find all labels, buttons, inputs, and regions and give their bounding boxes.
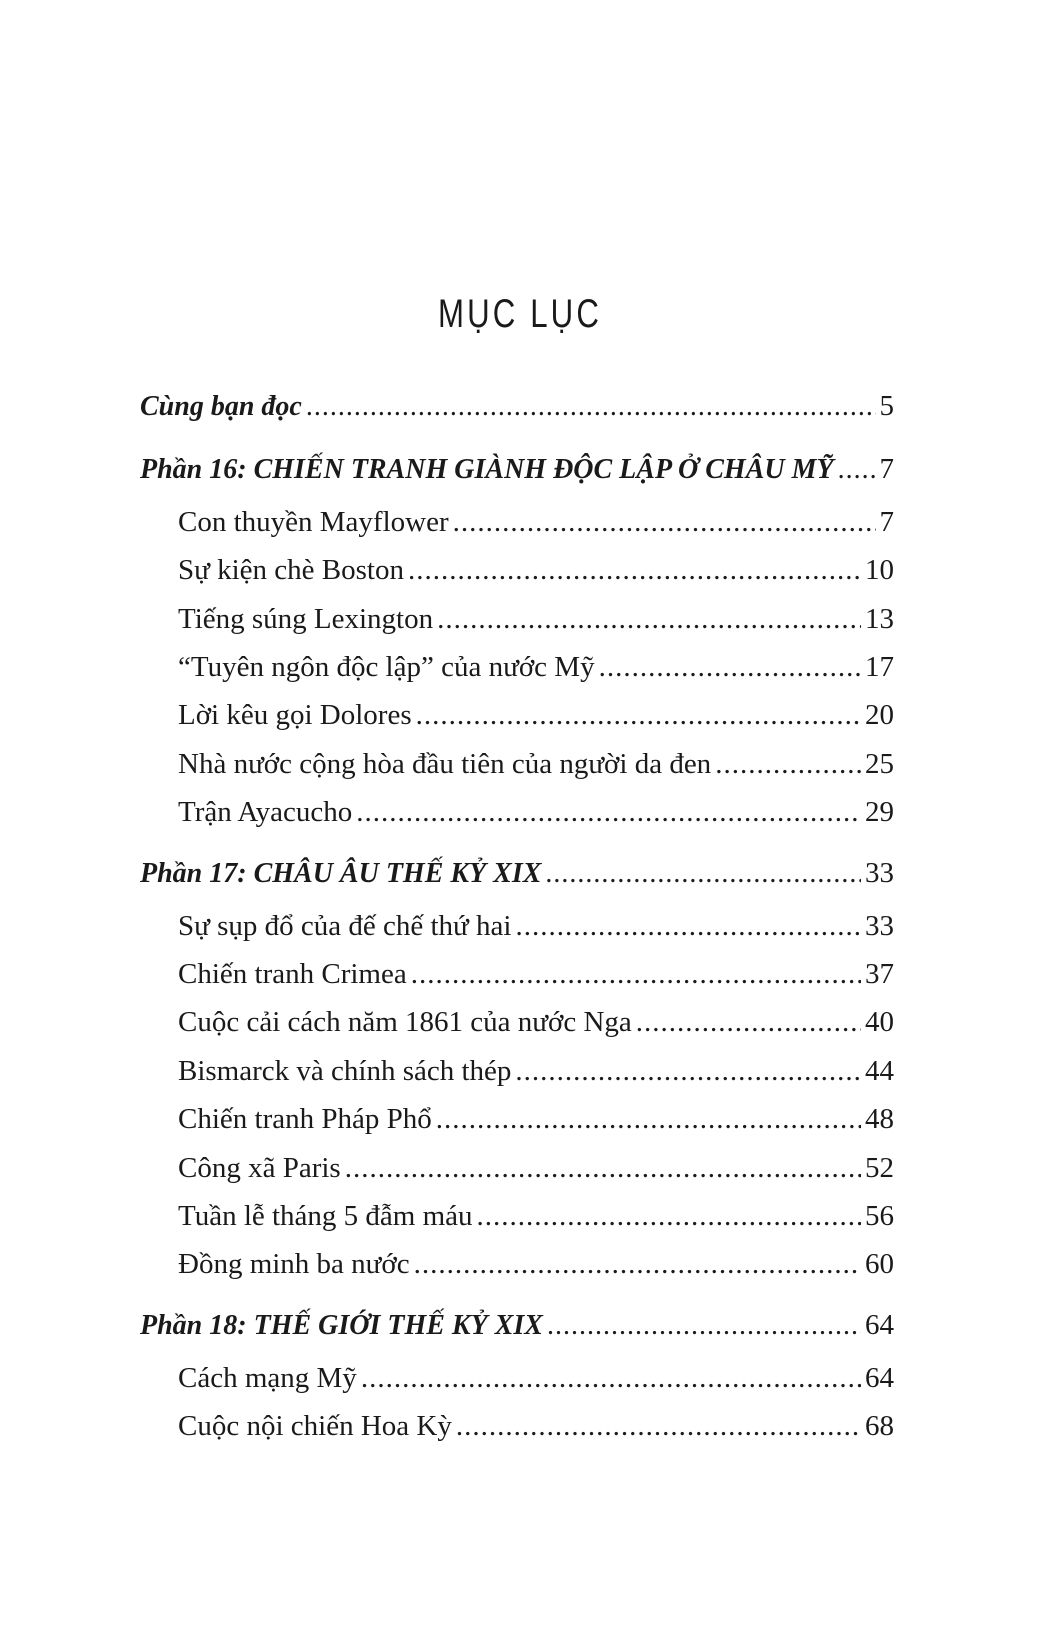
toc-entry[interactable]	[140, 853, 894, 893]
dot-leader	[453, 502, 876, 542]
dot-leader	[636, 1002, 861, 1042]
toc-entry-label: Con thuyền Mayflower	[178, 506, 449, 538]
toc-entry[interactable]	[140, 386, 894, 426]
toc-entry-label: Bismarck và chính sách thép	[178, 1055, 512, 1087]
toc-entry-page: 40	[865, 1006, 894, 1038]
toc-entry-page: 37	[865, 958, 894, 990]
toc-entry-page: 56	[865, 1200, 894, 1232]
dot-leader	[715, 744, 861, 784]
toc-entry-page: 60	[865, 1248, 894, 1280]
dot-leader	[414, 1244, 861, 1284]
toc-entry-page: 64	[865, 1362, 894, 1394]
toc-entry-page: 68	[865, 1410, 894, 1442]
dot-leader	[515, 906, 861, 946]
toc-entry[interactable]	[178, 1099, 894, 1139]
toc-entry[interactable]	[178, 1148, 894, 1188]
dot-leader	[361, 1358, 861, 1398]
dot-leader	[545, 854, 861, 894]
toc-entry-page: 7	[879, 453, 894, 485]
toc-entry[interactable]	[178, 792, 894, 832]
toc-entry-label: Phần 16: CHIẾN TRANH GIÀNH ĐỘC LẬP Ở CHÂU MỸ	[140, 454, 834, 485]
toc-entry-page: 10	[865, 554, 894, 586]
toc-entry-page: 5	[879, 390, 894, 422]
toc-entry-label: Sự sụp đổ của đế chế thứ hai	[178, 910, 512, 942]
toc-entry[interactable]	[178, 599, 894, 639]
toc-entry-label: Nhà nước cộng hòa đầu tiên của người da đen	[178, 748, 712, 780]
dot-leader	[436, 1099, 861, 1139]
dot-leader	[356, 792, 861, 832]
toc-entry[interactable]	[178, 954, 894, 994]
toc-entry-label: Chiến tranh Pháp Phổ	[178, 1103, 432, 1135]
toc-entry-label: Phần 18: THẾ GIỚI THẾ KỶ XIX	[140, 1310, 543, 1341]
toc-entry-label: Chiến tranh Crimea	[178, 958, 407, 990]
dot-leader	[306, 387, 876, 427]
toc-entry[interactable]	[178, 695, 894, 735]
toc-entry-label: Tiếng súng Lexington	[178, 603, 434, 635]
toc-entry[interactable]	[178, 906, 894, 946]
dot-leader	[411, 954, 861, 994]
toc-entry-label: Cuộc cải cách năm 1861 của nước Nga	[178, 1006, 632, 1038]
toc-entry-page: 52	[865, 1152, 894, 1184]
dot-leader	[416, 695, 861, 735]
dot-leader	[408, 550, 861, 590]
toc-entry-label: Tuần lễ tháng 5 đẫm máu	[178, 1200, 473, 1232]
toc-entry-label: Cuộc nội chiến Hoa Kỳ	[178, 1410, 452, 1442]
dot-leader	[456, 1406, 861, 1446]
toc-entry-page: 29	[865, 796, 894, 828]
toc-entry-page: 48	[865, 1103, 894, 1135]
toc-entry-page: 25	[865, 748, 894, 780]
toc-entry-label: Phần 17: CHÂU ÂU THẾ KỶ XIX	[140, 858, 542, 889]
toc-entry[interactable]	[178, 550, 894, 590]
toc-entry-label: Lời kêu gọi Dolores	[178, 699, 412, 731]
toc-entry[interactable]	[178, 1358, 894, 1398]
toc-entry[interactable]	[178, 744, 894, 784]
toc-entry[interactable]	[178, 1002, 894, 1042]
toc-entry-label: Đồng minh ba nước	[178, 1248, 410, 1280]
toc-entry-page: 17	[865, 651, 894, 683]
toc-entry[interactable]	[140, 449, 894, 489]
dot-leader	[599, 647, 861, 687]
toc-entry-label: “Tuyên ngôn độc lập” của nước Mỹ	[178, 651, 595, 683]
toc-entry-page: 7	[879, 506, 894, 538]
toc-entry-label: Công xã Paris	[178, 1152, 341, 1184]
toc-entry[interactable]	[178, 1244, 894, 1284]
toc-entry-page: 33	[865, 910, 894, 942]
toc-entry-label: Trận Ayacucho	[178, 796, 353, 828]
toc-entry-label: Cùng bạn đọc	[140, 391, 302, 422]
dot-leader	[547, 1306, 861, 1346]
dot-leader	[437, 599, 861, 639]
toc-entry-label: Cách mạng Mỹ	[178, 1362, 357, 1394]
toc-entry[interactable]	[178, 647, 894, 687]
toc-entry-label: Sự kiện chè Boston	[178, 554, 404, 586]
page-title: MỤC LỤC	[438, 292, 602, 336]
dot-leader	[345, 1148, 861, 1188]
toc-entry-page: 44	[865, 1055, 894, 1087]
toc-entry-page: 20	[865, 699, 894, 731]
toc-entry[interactable]	[178, 1051, 894, 1091]
toc-entry-page: 64	[865, 1309, 894, 1341]
toc-entry[interactable]	[178, 1406, 894, 1446]
toc-entry[interactable]	[178, 1196, 894, 1236]
toc-entry[interactable]	[178, 502, 894, 542]
toc-entry-page: 33	[865, 857, 894, 889]
dot-leader	[838, 450, 876, 490]
toc-entry-page: 13	[865, 603, 894, 635]
dot-leader	[515, 1051, 861, 1091]
toc-entry[interactable]	[140, 1305, 894, 1345]
dot-leader	[477, 1196, 861, 1236]
